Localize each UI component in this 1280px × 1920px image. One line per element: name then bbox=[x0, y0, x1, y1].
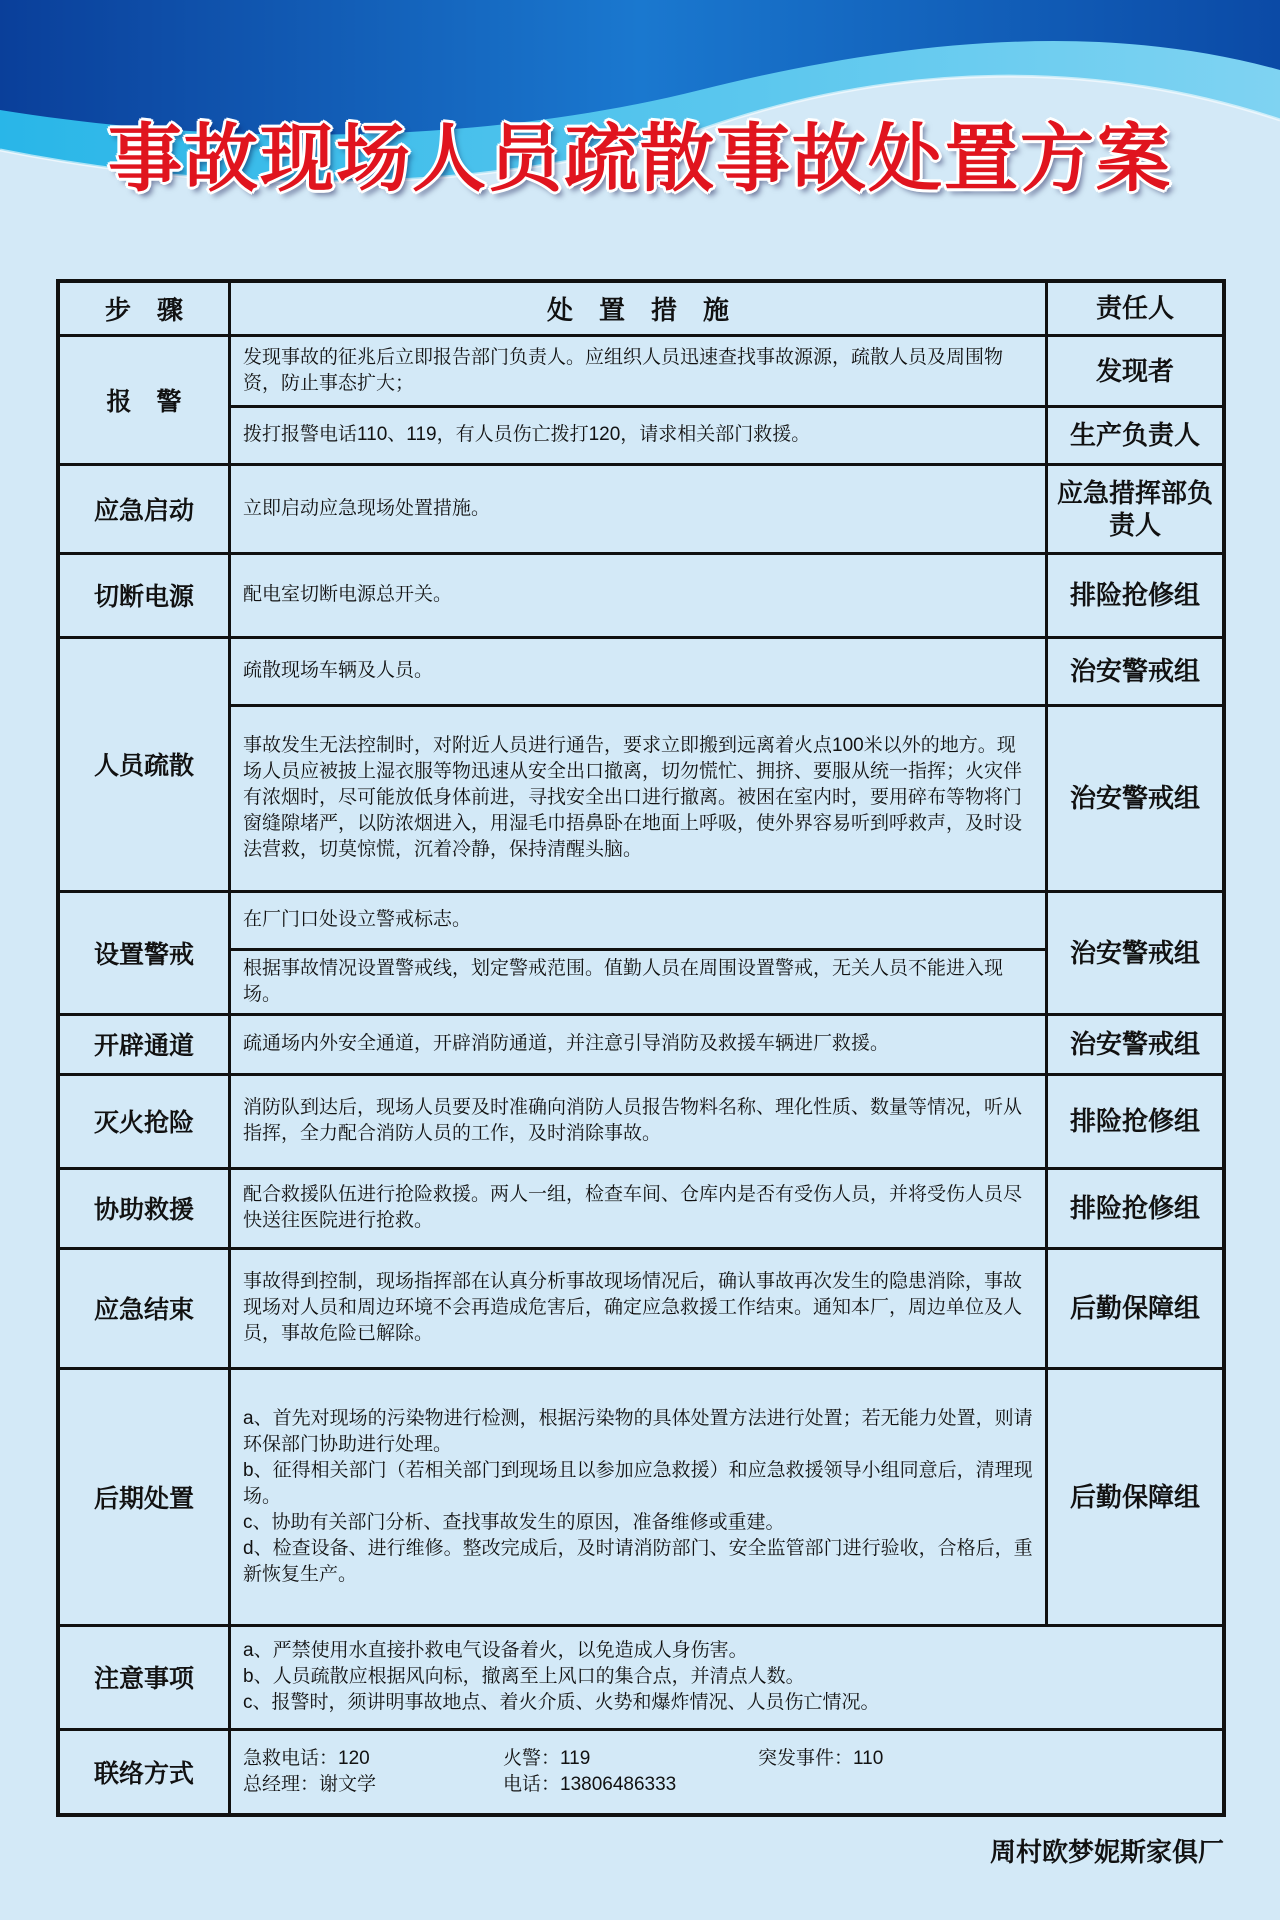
step-label: 注意事项 bbox=[58, 1625, 230, 1729]
responsible-party: 后勤保障组 bbox=[1047, 1248, 1225, 1368]
measure-text: 根据事故情况设置警戒线，划定警戒范围。值勤人员在周围设置警戒，无关人员不能进入现场。 bbox=[230, 949, 1047, 1014]
responsible-party: 排险抢修组 bbox=[1047, 1168, 1225, 1248]
responsible-party: 后勤保障组 bbox=[1047, 1368, 1225, 1625]
step-label: 报 警 bbox=[58, 335, 230, 464]
table-row bbox=[58, 1248, 1224, 1368]
measure-text: 疏通场内外安全通道，开辟消防通道，并注意引导消防及救援车辆进厂救援。 bbox=[230, 1014, 1047, 1074]
table-row bbox=[58, 637, 1224, 705]
step-label: 后期处置 bbox=[58, 1368, 230, 1625]
note-line: b、人员疏散应根据风向标，撤离至上风口的集合点，并清点人数。 bbox=[243, 1666, 805, 1687]
responsible-party: 生产负责人 bbox=[1047, 406, 1225, 464]
page-title: 事故现场人员疏散事故处置方案 bbox=[108, 117, 1172, 200]
step-label: 应急启动 bbox=[58, 464, 230, 553]
header-responsible: 责任人 bbox=[1047, 281, 1225, 335]
table-row bbox=[58, 1368, 1224, 1625]
measure-text: 事故发生无法控制时，对附近人员进行通告，要求立即搬到远离着火点100米以外的地方。现场人员应被披上湿衣服等物迅速从安全出口撤离，切勿慌忙、拥挤、要服从统一指挥；火灾伴有浓烟时，尽可能放低身体前进，寻找安全出口进行撤离。被困在室内时，要用碎布等物将门窗缝隙堵严，以防浓烟进入，用湿毛巾捂鼻卧在地面上呼吸，使外界容易听到呼救声，及时设法营救，切莫惊慌，沉着冷静，保持清醒头脑。 bbox=[230, 705, 1047, 891]
table-row bbox=[58, 335, 1224, 406]
table-row bbox=[58, 553, 1224, 637]
contacts-row bbox=[58, 1729, 1224, 1815]
step-label: 人员疏散 bbox=[58, 637, 230, 891]
step-label: 协助救援 bbox=[58, 1168, 230, 1248]
contact-manager: 总经理：谢文学 bbox=[243, 1773, 377, 1795]
step-label: 开辟通道 bbox=[58, 1014, 230, 1074]
measure-text: 配电室切断电源总开关。 bbox=[230, 553, 1047, 637]
table-row bbox=[58, 705, 1224, 891]
contact-fire: 火警：119 bbox=[503, 1747, 591, 1769]
measure-text: 在厂门口处设立警戒标志。 bbox=[230, 891, 1047, 949]
table-row bbox=[58, 891, 1224, 949]
table-row bbox=[58, 1168, 1224, 1248]
measure-line: d、检查设备、进行维修。整改完成后，及时请消防部门、安全监管部门进行验收，合格后，重新恢复生产。 bbox=[243, 1537, 1033, 1585]
responsible-party: 应急措挥部负责人 bbox=[1047, 464, 1225, 553]
responsible-party: 发现者 bbox=[1047, 335, 1225, 406]
procedure-table bbox=[56, 279, 1226, 1817]
table-row bbox=[58, 406, 1224, 464]
measure-line: b、征得相关部门（若相关部门到现场且以参加应急救援）和应急救援领导小组同意后，清理现场。 bbox=[243, 1459, 1033, 1507]
measure-text bbox=[230, 1368, 1047, 1625]
header-step: 步 骤 bbox=[58, 281, 230, 335]
table-row bbox=[58, 464, 1224, 553]
step-label: 应急结束 bbox=[58, 1248, 230, 1368]
contact-first-aid: 急救电话：120 bbox=[243, 1747, 370, 1769]
measure-text: 配合救援队伍进行抢险救援。两人一组，检查车间、仓库内是否有受伤人员，并将受伤人员尽快送往医院进行抢救。 bbox=[230, 1168, 1047, 1248]
table-header-row bbox=[58, 281, 1224, 335]
measure-line: a、首先对现场的污染物进行检测，根据污染物的具体处置方法进行处置；若无能力处置，则请环保部门协助进行处理。 bbox=[243, 1407, 1033, 1455]
responsible-party: 治安警戒组 bbox=[1047, 705, 1225, 891]
step-label: 设置警戒 bbox=[58, 891, 230, 1014]
measure-text: 事故得到控制，现场指挥部在认真分析事故现场情况后，确认事故再次发生的隐患消除，事故现场对人员和周边环境不会再造成危害后，确定应急救援工作结束。通知本厂，周边单位及人员，事故危险已解除。 bbox=[230, 1248, 1047, 1368]
header-measure: 处 置 措 施 bbox=[230, 281, 1047, 335]
responsible-party: 治安警戒组 bbox=[1047, 1014, 1225, 1074]
table-row bbox=[58, 1074, 1224, 1168]
note-line: c、报警时，须讲明事故地点、着火介质、火势和爆炸情况、人员伤亡情况。 bbox=[243, 1692, 880, 1713]
responsible-party: 排险抢修组 bbox=[1047, 1074, 1225, 1168]
step-label: 切断电源 bbox=[58, 553, 230, 637]
measure-text: 立即启动应急现场处置措施。 bbox=[230, 464, 1047, 553]
notes-row bbox=[58, 1625, 1224, 1729]
contact-phone: 电话：13806486333 bbox=[503, 1773, 677, 1795]
company-name: 周村欧梦妮斯家俱厂 bbox=[989, 1837, 1224, 1867]
measure-text: 拨打报警电话110、119，有人员伤亡拨打120，请求相关部门救援。 bbox=[230, 406, 1047, 464]
contacts-text bbox=[230, 1729, 1225, 1815]
responsible-party: 治安警戒组 bbox=[1047, 891, 1225, 1014]
notes-text bbox=[230, 1625, 1225, 1729]
responsible-party: 治安警戒组 bbox=[1047, 637, 1225, 705]
table-row bbox=[58, 1014, 1224, 1074]
measure-line: c、协助有关部门分析、查找事故发生的原因，准备维修或重建。 bbox=[243, 1511, 785, 1533]
step-label: 灭火抢险 bbox=[58, 1074, 230, 1168]
step-label: 联络方式 bbox=[58, 1729, 230, 1815]
measure-text: 发现事故的征兆后立即报告部门负责人。应组织人员迅速查找事故源源，疏散人员及周围物资，防止事态扩大； bbox=[230, 335, 1047, 406]
note-line: a、严禁使用水直接扑救电气设备着火，以免造成人身伤害。 bbox=[243, 1640, 748, 1661]
contact-emergency: 突发事件：110 bbox=[758, 1747, 884, 1769]
responsible-party: 排险抢修组 bbox=[1047, 553, 1225, 637]
measure-text: 疏散现场车辆及人员。 bbox=[230, 637, 1047, 705]
measure-text: 消防队到达后，现场人员要及时准确向消防人员报告物料名称、理化性质、数量等情况，听从指挥，全力配合消防人员的工作，及时消除事故。 bbox=[230, 1074, 1047, 1168]
